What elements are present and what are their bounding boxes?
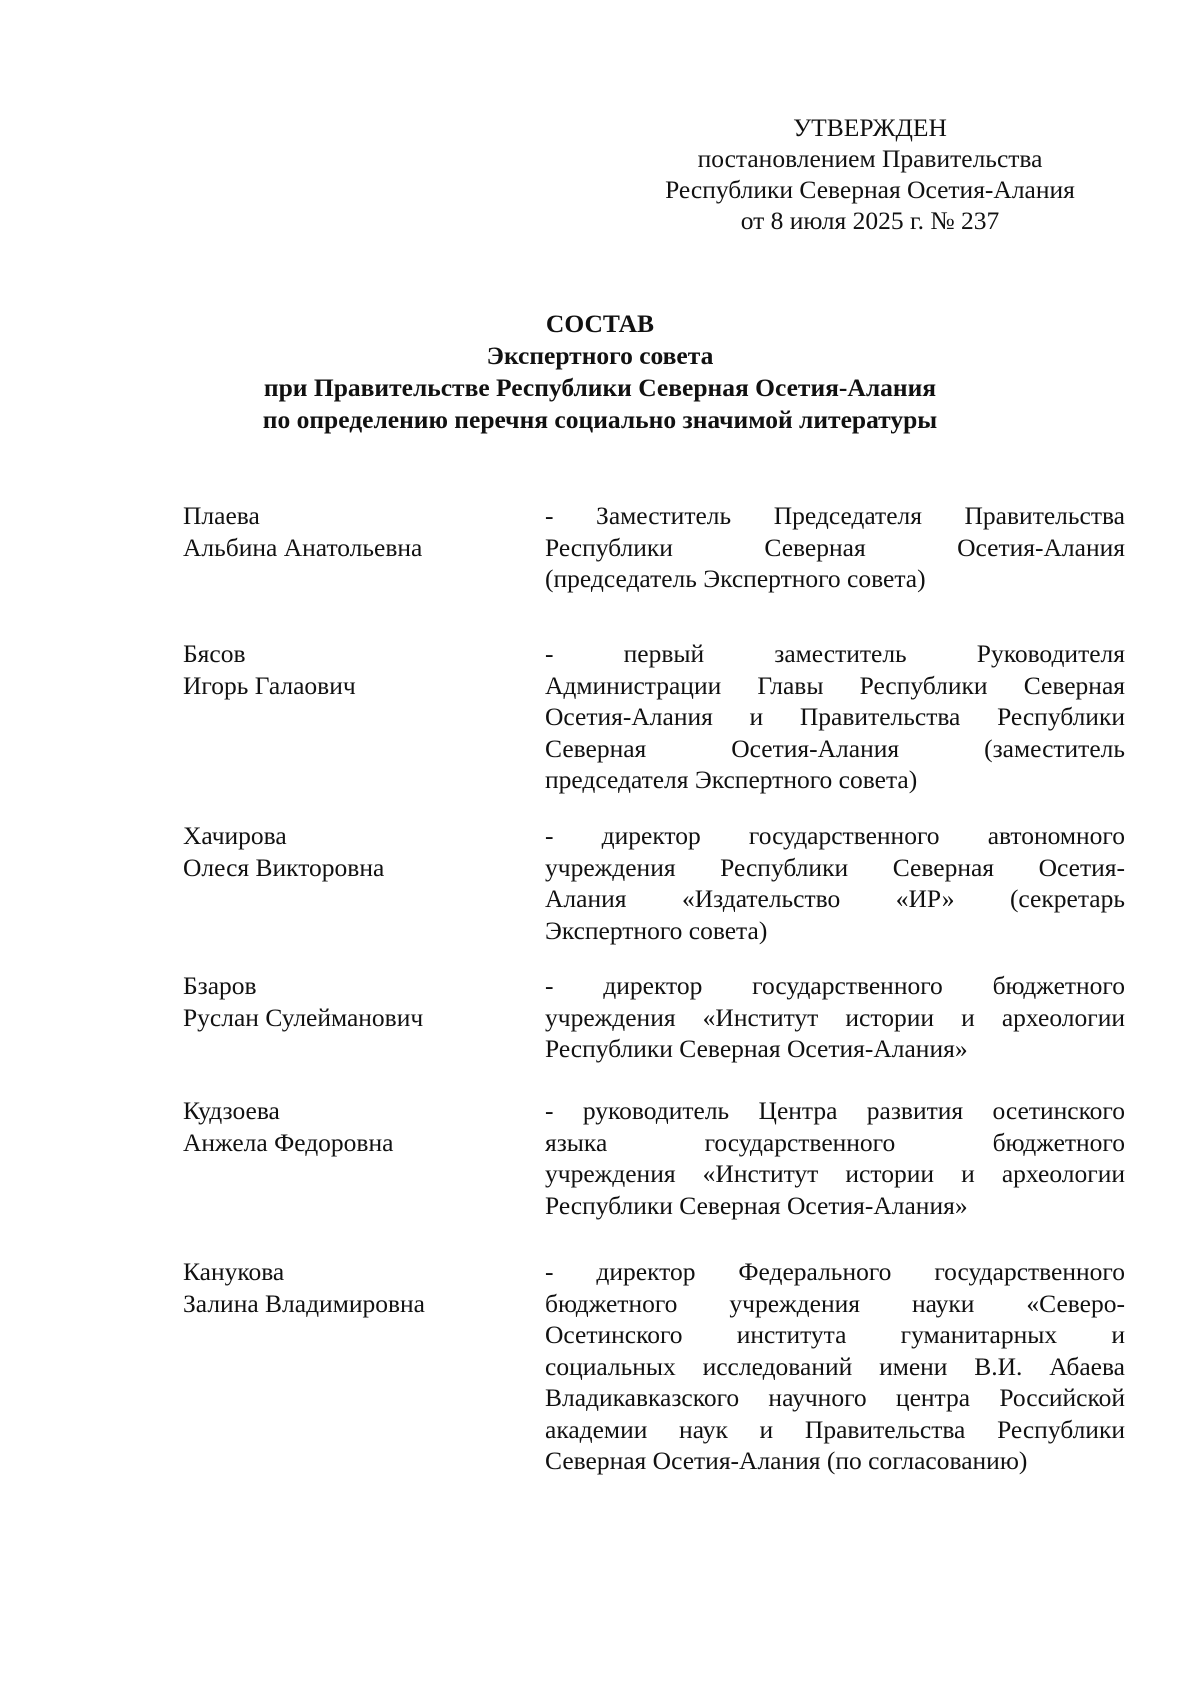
role-line: Северная Осетия-Алания (по согласованию) — [545, 1446, 1028, 1475]
member-role — [545, 970, 1125, 1065]
role-line: - руководитель Центра развития осетинского — [545, 1096, 1125, 1125]
role-line: Республики Северная Осетия-Алания» — [545, 1190, 968, 1220]
role-line: языка государственного бюджетного — [545, 1127, 1125, 1157]
role-line: Экспертного совета) — [545, 915, 768, 945]
member-name — [183, 820, 513, 883]
role-line: - директор государственного бюджетного — [545, 971, 1125, 1000]
role-line: учреждения Республики Северная Осетия- — [545, 852, 1125, 882]
role-line: - директор государственного автономного — [545, 821, 1125, 850]
title-line-3: при Правительстве Республики Северная Осетия-Алания — [263, 373, 937, 402]
member-name — [183, 638, 513, 701]
approval-republic: Республики Северная Осетия-Алания — [665, 175, 1075, 204]
role-line: - первый заместитель Руководителя — [545, 639, 1125, 668]
title-line-2: Экспертного совета — [486, 341, 714, 370]
member-surname: Хачирова — [183, 821, 287, 850]
role-line: учреждения «Институт истории и археологии — [545, 1159, 1125, 1188]
role-line: Администрации Главы Республики Северная — [545, 670, 1125, 700]
member-given-names: Игорь Галаович — [183, 670, 356, 700]
role-line: Алания «Издательство «ИР» (секретарь — [545, 884, 1125, 913]
role-line: (председатель Экспертного совета) — [545, 564, 926, 593]
role-line: бюджетного учреждения науки «Северо- — [545, 1288, 1125, 1318]
member-name — [183, 500, 513, 563]
member-surname: Канукова — [183, 1257, 285, 1286]
approval-stamp — [600, 112, 1140, 236]
member-role — [545, 1256, 1125, 1477]
member-given-names: Залина Владимировна — [183, 1288, 425, 1318]
role-line: социальных исследований имени В.И. Абаева — [545, 1351, 1125, 1381]
member-name — [183, 1095, 513, 1158]
role-line: Северная Осетия-Алания (заместитель — [545, 733, 1125, 763]
member-surname: Плаева — [183, 501, 260, 530]
role-line: Республики Северная Осетия-Алания — [545, 532, 1125, 562]
member-role — [545, 500, 1125, 595]
role-line: - Заместитель Председателя Правительства — [545, 501, 1125, 530]
title-line-1: СОСТАВ — [545, 309, 655, 338]
role-line: председателя Экспертного совета) — [545, 765, 918, 794]
member-surname: Бясов — [183, 639, 246, 668]
approval-heading: УТВЕРЖДЕН — [793, 113, 947, 142]
approval-date-number: от 8 июля 2025 г. № 237 — [740, 206, 1000, 235]
member-role — [545, 638, 1125, 796]
role-line: академии наук и Правительства Республики — [545, 1414, 1125, 1444]
role-line: Осетия-Алания и Правительства Республики — [545, 702, 1125, 731]
role-line: Осетинского института гуманитарных и — [545, 1320, 1125, 1349]
approval-decree: постановлением Правительства — [697, 144, 1043, 173]
member-name — [183, 1256, 513, 1319]
member-surname: Бзаров — [183, 971, 257, 1000]
member-given-names: Анжела Федоровна — [183, 1127, 394, 1157]
member-given-names: Олеся Викторовна — [183, 852, 385, 882]
role-line: Республики Северная Осетия-Алания» — [545, 1034, 968, 1063]
role-line: Владикавказского научного центра Российской — [545, 1383, 1125, 1412]
document-title — [160, 308, 1040, 436]
member-role — [545, 820, 1125, 946]
role-line: - директор Федерального государственного — [545, 1257, 1125, 1286]
member-name — [183, 970, 513, 1033]
member-role — [545, 1095, 1125, 1221]
member-surname: Кудзоева — [183, 1096, 280, 1125]
role-line: учреждения «Институт истории и археологии — [545, 1002, 1125, 1032]
member-given-names: Альбина Анатольевна — [183, 532, 423, 562]
member-given-names: Руслан Сулейманович — [183, 1002, 424, 1032]
title-line-4: по определению перечня социально значимой литературы — [262, 405, 938, 434]
